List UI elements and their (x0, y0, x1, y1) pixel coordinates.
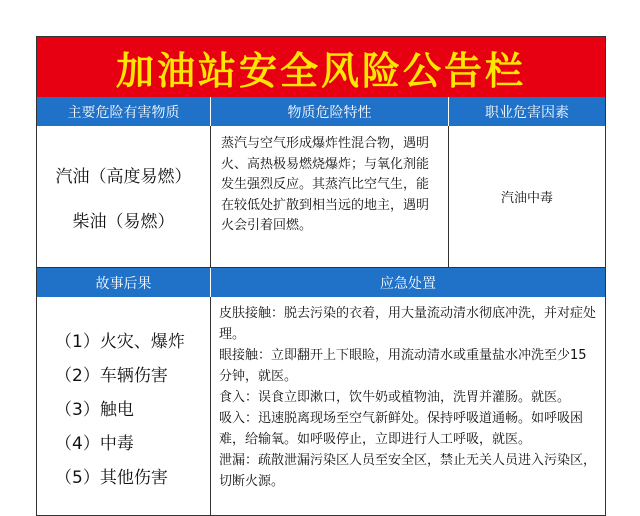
header-hazardous-substances: 主要危险有害物质 (37, 97, 211, 126)
hazardous-substances-cell (37, 126, 211, 267)
header-consequences: 故事后果 (37, 268, 211, 297)
consequences-cell (37, 297, 211, 516)
emergency-skin-contact: 皮肤接触：脱去污染的衣着，用大量流动清水彻底冲洗，并对症处理。 (219, 306, 597, 342)
consequence-item: （1）火灾、爆炸 (55, 332, 185, 352)
consequence-item: （3）触电 (55, 400, 134, 420)
occupational-hazard-cell: 汽油中毒 (500, 191, 553, 206)
top-header-row (37, 97, 605, 126)
emergency-eye-contact: 眼接触：立即翻开上下眼睑，用流动清水或重量盐水冲洗至少15分钟，就医。 (219, 348, 587, 384)
emergency-measures-cell (211, 297, 605, 516)
safety-risk-board (36, 36, 606, 516)
header-emergency-measures: 应急处置 (380, 275, 436, 292)
header-hazard-properties: 物质危险特性 (211, 97, 449, 126)
substance-diesel: 柴油（易燃） (72, 211, 175, 232)
bottom-header-row (37, 268, 605, 297)
consequences-row (37, 297, 605, 516)
substances-row (37, 126, 605, 268)
title-banner (37, 37, 605, 97)
consequence-item: （4）中毒 (55, 434, 134, 454)
hazard-properties-cell: 蒸汽与空气形成爆炸性混合物，遇明火、高热极易燃烧爆炸；与氧化剂能发生强烈反应。其蒸汽比空气生，能在较低处扩散到相当远的地主，遇明火会引着回燃。 (211, 126, 449, 267)
consequence-item: （2）车辆伤害 (55, 366, 168, 386)
header-occupational-hazard: 职业危害因素 (485, 104, 569, 121)
emergency-leakage: 泄漏：疏散泄漏污染区人员至安全区，禁止无关人员进入污染区，切断火源。 (219, 453, 597, 489)
substance-gasoline: 汽油（高度易燃） (55, 166, 192, 187)
consequence-item: （5）其他伤害 (55, 468, 168, 488)
emergency-inhalation: 吸入：迅速脱离现场至空气新鲜处。保持呼吸道通畅。如呼吸困难，给输氧。如呼吸停止，立即进行人工呼吸，就医。 (219, 411, 584, 447)
emergency-ingestion: 食入：误食立即漱口，饮牛奶或植物油，洗胃并灌肠。就医。 (219, 390, 571, 405)
board-title: 加油站安全风险公告栏 (115, 48, 526, 93)
